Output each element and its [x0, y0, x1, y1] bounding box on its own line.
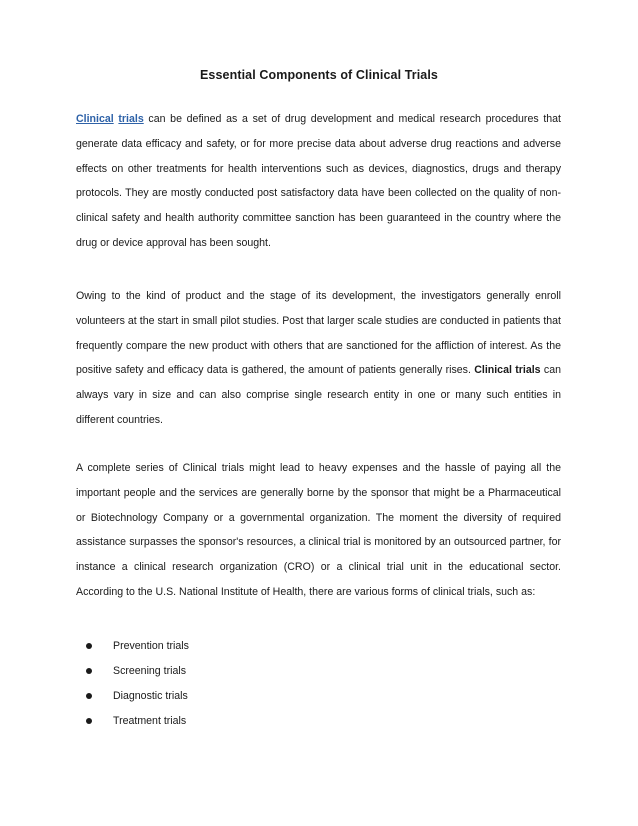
list-item [86, 709, 189, 734]
trials-link[interactable]: trials [118, 113, 144, 125]
paragraph-costs [76, 456, 561, 605]
bullet-icon [86, 693, 92, 699]
list-item-label: Prevention trials [113, 640, 189, 652]
document-title: Essential Components of Clinical Trials [200, 68, 438, 82]
trial-types-list [86, 634, 189, 734]
list-item [86, 684, 189, 709]
paragraph-costs-text: A complete series of Clinical trials might lead to heavy expenses and the hassle of paying all the important people and the services are generally borne by the sponsor that might be a Pharmaceutical or Biotechnology Company or a governmental organization. The moment the diversity of required assistance surpasses the sponsor's resources, a clinical trial is monitored by an outsourced partner, for instance a clinical research organization (CRO) or a clinical trial unit in the educational sector. According to the U.S. National Institute of Health, there are various forms of clinical trials, such as: [76, 462, 561, 598]
bullet-icon [86, 718, 92, 724]
bullet-icon [86, 668, 92, 674]
clinical-trials-bold: Clinical trials [474, 364, 541, 377]
paragraph-definition [76, 107, 561, 256]
list-item [86, 634, 189, 659]
paragraph-enrollment [76, 284, 561, 433]
clinical-link[interactable]: Clinical [76, 113, 114, 125]
paragraph-enrollment-text: Owing to the kind of product and the stage of its development, the investigators generally enroll volunteers at the start in small pilot studies. Post that larger scale studies are conducted in patients that frequently compare the new product with others that are sanctioned for the affliction of interest. As the positive safety and efficacy data is gathered, the amount of patients generally rises. [76, 290, 561, 377]
list-item-label: Screening trials [113, 665, 187, 677]
paragraph-definition-text: can be defined as a set of drug development and medical research procedures that generate data efficacy and safety, or for more precise data about adverse drug reactions and adverse effects on other treatments for health interventions such as devices, diagnostics, drugs and therapy protocols. They are mostly conducted post satisfactory data have been collected on the quality of non-clinical safety and health authority committee sanction has been guaranteed in the country where the drug or device approval has been sought. [76, 113, 561, 249]
list-item [86, 659, 189, 684]
list-item-label: Treatment trials [113, 715, 187, 727]
paragraph-enrollment-text-after: can always vary in size and can also comprise single research entity in one or many such entities in different countries. [76, 364, 561, 426]
bullet-icon [86, 643, 92, 649]
list-item-label: Diagnostic trials [113, 690, 188, 702]
